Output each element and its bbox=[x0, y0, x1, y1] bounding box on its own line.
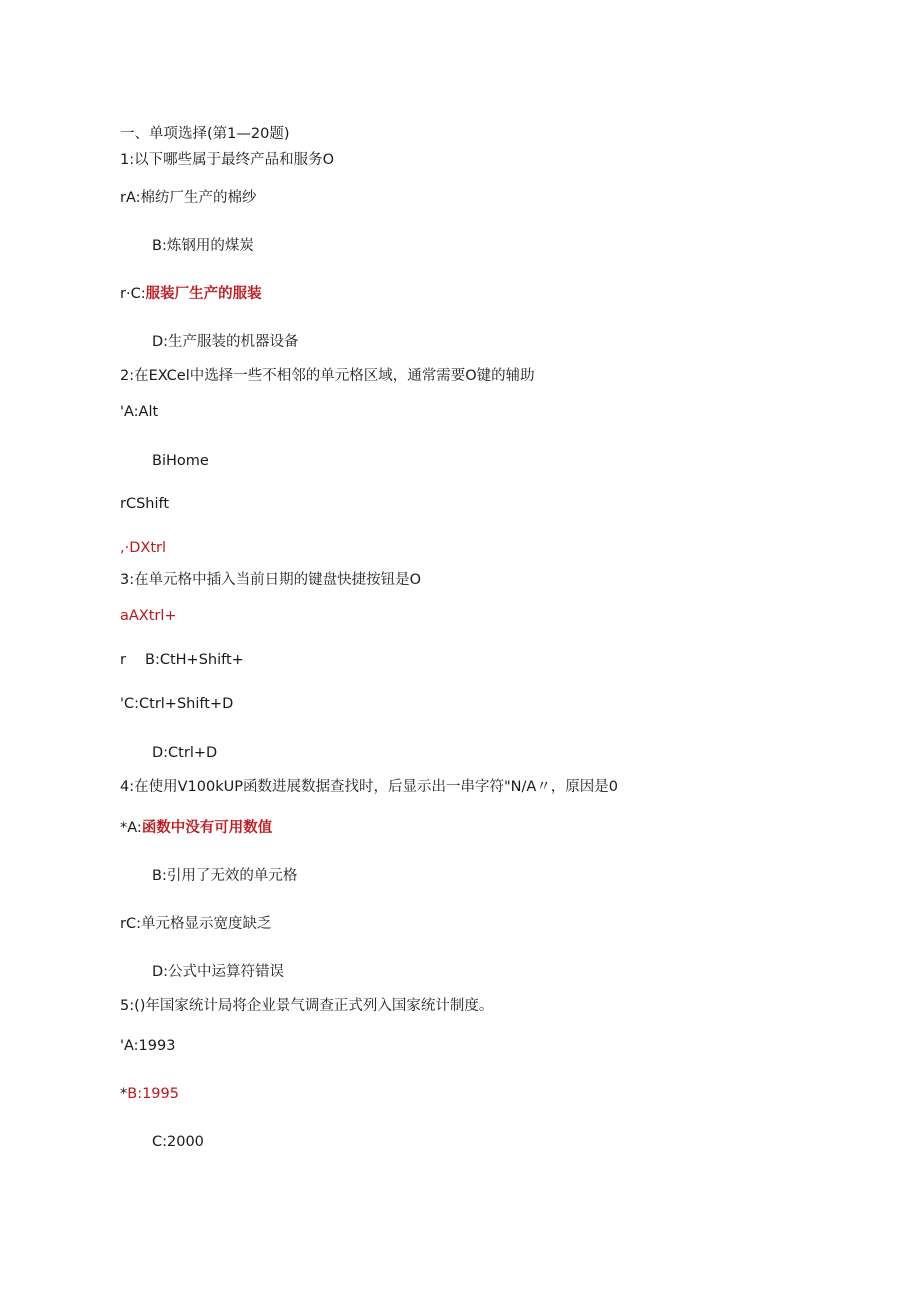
option-marker: * bbox=[120, 1086, 128, 1102]
option-marker: r bbox=[120, 652, 126, 668]
option-marker: r· bbox=[120, 286, 131, 302]
question-5-stem: 5:()年国家统计局将企业景气调查正式列入国家统计制度。 bbox=[120, 998, 494, 1014]
q5-option-c: C:2000 bbox=[152, 1134, 204, 1150]
q5-option-a bbox=[120, 1036, 175, 1056]
option-text: B:CtH+Shift+ bbox=[145, 652, 244, 668]
option-marker: ' bbox=[120, 1038, 124, 1054]
question-2-stem: 2:在EXCel中选择一些不相邻的单元格区域，通常需要O键的辅助 bbox=[120, 368, 535, 384]
option-marker: r bbox=[120, 916, 126, 932]
q4-option-d: D:公式中运算符错误 bbox=[152, 964, 285, 980]
q2-option-a bbox=[120, 402, 158, 422]
q1-option-d: D:生产服装的机器设备 bbox=[152, 334, 299, 350]
option-prefix: C: bbox=[130, 286, 146, 302]
option-text: A:棉纺厂生产的棉纱 bbox=[125, 190, 257, 206]
correct-answer-text: DXtrl bbox=[129, 540, 166, 556]
correct-answer-text: 函数中没有可用数值 bbox=[141, 820, 273, 836]
q1-option-b: B:炼钢用的煤炭 bbox=[152, 238, 254, 254]
q2-option-b: BiHome bbox=[152, 453, 209, 469]
option-text: CShift bbox=[125, 496, 170, 512]
question-3-stem: 3:在单元格中插入当前日期的键盘快捷按钮是O bbox=[120, 572, 422, 588]
question-1-stem: 1:以下哪些属于最终产品和服务O bbox=[120, 152, 335, 168]
q4-option-c bbox=[120, 914, 271, 934]
q2-option-c bbox=[120, 494, 169, 514]
option-marker: r bbox=[120, 496, 126, 512]
question-4-stem: 4:在使用V100kUP函数进展数据查找时，后显示出一串字符"N/A〃，原因是0 bbox=[120, 779, 619, 795]
option-text: C:单元格显示宽度缺乏 bbox=[125, 916, 272, 932]
q3-option-d: D:Ctrl+D bbox=[152, 745, 218, 761]
q4-option-b: B:引用了无效的单元格 bbox=[152, 868, 298, 884]
option-text: C:Ctrl+Shift+D bbox=[124, 696, 234, 712]
option-text: A:1993 bbox=[124, 1038, 176, 1054]
option-text: A:Alt bbox=[124, 404, 159, 420]
q1-option-a bbox=[120, 188, 257, 208]
correct-answer-text: AXtrl+ bbox=[128, 608, 177, 624]
section-title: 一、单项选择(第1—20题) bbox=[120, 126, 290, 142]
q3-option-c bbox=[120, 694, 233, 714]
q2-option-d bbox=[120, 538, 166, 558]
q3-option-b bbox=[120, 650, 244, 670]
correct-answer-text: B:1995 bbox=[127, 1086, 179, 1102]
option-marker: * bbox=[120, 820, 128, 836]
q4-option-a bbox=[120, 818, 272, 838]
correct-answer-text: 服装厂生产的服装 bbox=[145, 286, 262, 302]
option-marker: ,· bbox=[120, 540, 130, 556]
option-marker: a bbox=[120, 608, 129, 624]
option-marker: ' bbox=[120, 696, 124, 712]
option-prefix: A: bbox=[127, 820, 142, 836]
option-marker: r bbox=[120, 190, 126, 206]
option-marker: ' bbox=[120, 404, 124, 420]
q5-option-b bbox=[120, 1084, 179, 1104]
q3-option-a bbox=[120, 606, 177, 626]
q1-option-c bbox=[120, 284, 262, 304]
